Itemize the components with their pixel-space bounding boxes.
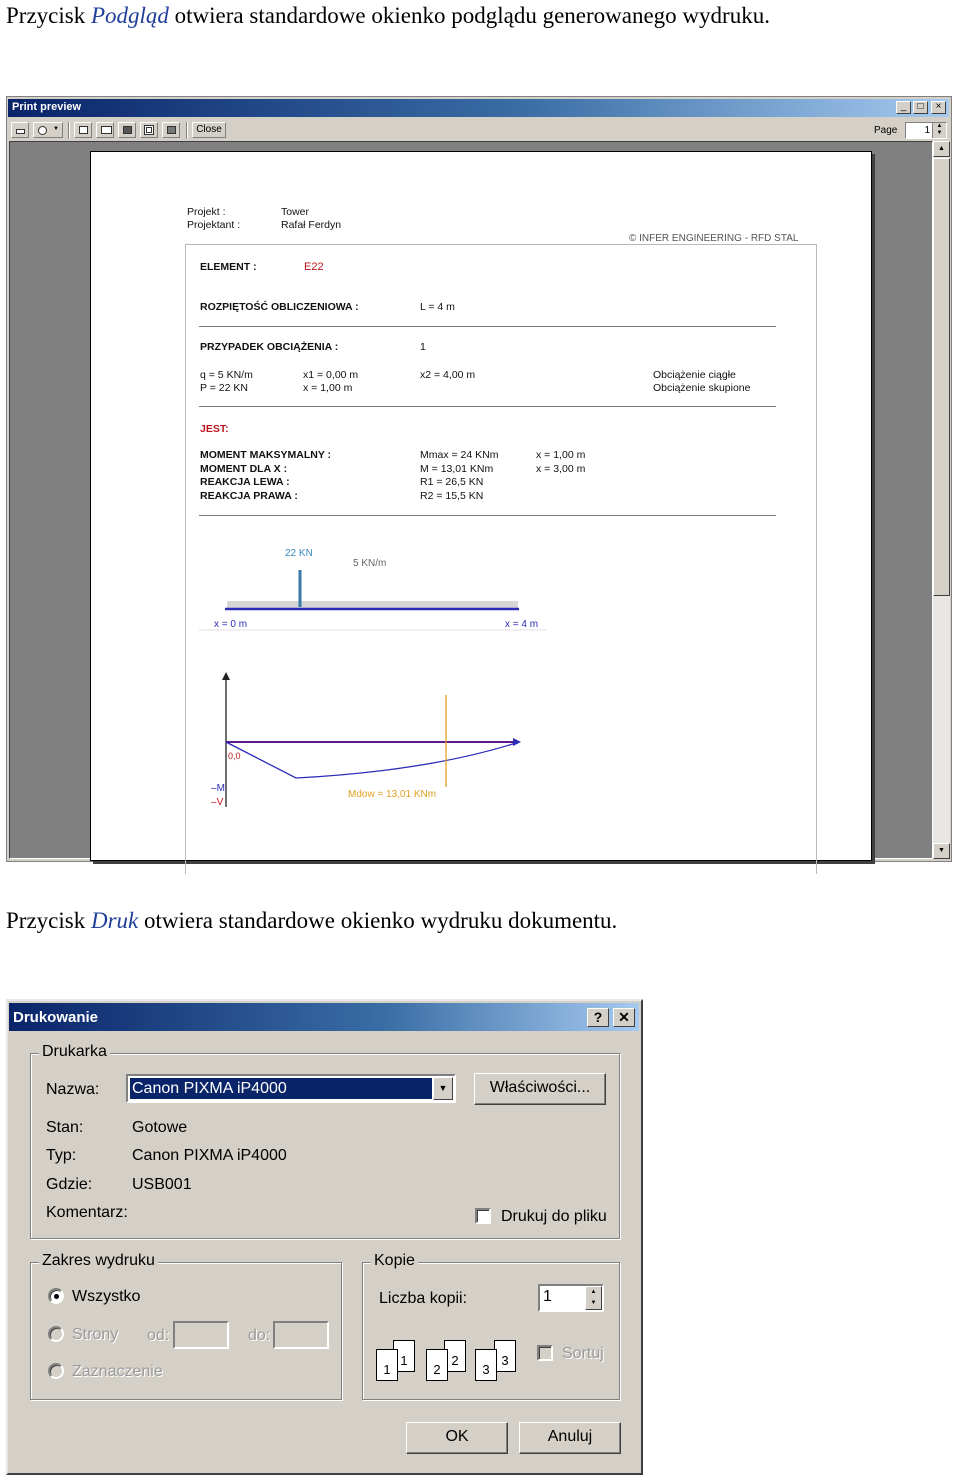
properties-button[interactable]: Właściwości... <box>474 1073 606 1105</box>
copy-page-icon: 1 <box>393 1340 415 1372</box>
printer-select[interactable] <box>126 1074 456 1103</box>
print-range-group-label: Zakres wydruku <box>39 1252 158 1270</box>
copies-field[interactable] <box>538 1284 604 1312</box>
range-all-radio[interactable] <box>48 1288 64 1304</box>
two-pages-icon[interactable] <box>96 122 114 138</box>
zoom-icon[interactable]: ▼ <box>33 122 63 138</box>
p-value: P = 22 KN <box>200 382 248 394</box>
span-label: ROZPIĘTOŚĆ OBLICZENIOWA : <box>200 301 359 313</box>
result-heading: JEST: <box>200 423 229 435</box>
printer-group-label: Drukarka <box>39 1043 110 1061</box>
comment-label: Komentarz: <box>46 1204 128 1221</box>
close-icon[interactable]: ✕ <box>613 1008 635 1027</box>
where-value: USB001 <box>132 1176 192 1193</box>
result-label: REAKCJA LEWA : <box>200 476 290 488</box>
scroll-down-icon[interactable]: ▼ <box>933 843 950 859</box>
project-label: Projekt : <box>187 206 226 218</box>
caption-text: Przycisk <box>6 3 91 28</box>
load-point-label: Obciążenie skupione <box>653 382 751 394</box>
result-position: x = 3,00 m <box>536 462 586 475</box>
one-page-icon[interactable] <box>74 122 92 138</box>
copy-page-icon: 3 <box>494 1340 516 1372</box>
radio-selected-dot <box>54 1294 59 1299</box>
beam-end-label: x = 4 m <box>505 619 539 630</box>
distributed-load-label: 5 KN/m <box>353 558 387 569</box>
result-value: R1 = 26,5 KN <box>420 476 484 488</box>
beam-diagrams <box>91 152 873 862</box>
designer-label: Projektant : <box>187 219 241 231</box>
print-icon[interactable] <box>11 122 29 138</box>
from-label: od: <box>147 1327 170 1344</box>
ok-button[interactable]: OK <box>406 1422 508 1454</box>
case-label: PRZYPADEK OBCIĄŻENIA : <box>200 341 339 353</box>
six-pages-icon[interactable] <box>162 122 180 138</box>
copies-spinner-icon[interactable]: ▲ ▼ <box>585 1286 602 1310</box>
cancel-button[interactable]: Anuluj <box>519 1422 621 1454</box>
x1-value: x1 = 0,00 m <box>303 369 359 381</box>
to-field[interactable] <box>273 1321 329 1349</box>
chevron-down-icon[interactable]: ▼ <box>433 1077 453 1100</box>
load-continuous-label: Obciążenie ciągłe <box>653 369 736 381</box>
three-pages-icon[interactable] <box>118 122 136 138</box>
close-button[interactable]: Close <box>192 122 226 138</box>
result-value: M = 13,01 KNm <box>420 462 494 475</box>
project-value: Tower <box>281 206 310 218</box>
result-value: R2 = 15,5 KN <box>420 489 484 502</box>
scroll-thumb[interactable] <box>933 158 950 596</box>
toolbar-separator <box>68 122 70 139</box>
beam-start-label: x = 0 m <box>214 619 248 630</box>
point-load-label: 22 KN <box>285 548 313 559</box>
type-value: Canon PIXMA iP4000 <box>132 1147 287 1164</box>
collate-label: Sortuj <box>562 1345 604 1362</box>
toolbar-separator <box>186 122 188 139</box>
preview-toolbar <box>8 119 949 141</box>
range-pages-label: Strony <box>72 1326 119 1343</box>
preview-area <box>9 141 933 859</box>
result-label: MOMENT MAKSYMALNY : <box>200 449 332 461</box>
range-pages-radio[interactable] <box>48 1326 64 1342</box>
page-value: 1 <box>924 125 930 136</box>
print-preview-window <box>6 96 952 862</box>
span-value: L = 4 m <box>420 301 455 313</box>
maximize-icon[interactable]: □ <box>913 101 928 114</box>
scroll-up-icon[interactable]: ▲ <box>933 141 950 157</box>
page-spinner[interactable] <box>905 122 947 139</box>
printer-select-value: Canon PIXMA iP4000 <box>130 1078 432 1099</box>
copy-page-icon: 1 <box>376 1349 398 1381</box>
printer-name-label: Nazwa: <box>46 1081 100 1098</box>
minimize-icon[interactable]: _ <box>896 101 911 114</box>
caption-text: otwiera standardowe okienko wydruku dokumentu. <box>138 908 618 933</box>
close-icon[interactable]: × <box>931 101 946 114</box>
result-value: Mmax = 24 KNm <box>420 449 499 461</box>
where-label: Gdzie: <box>46 1176 93 1193</box>
preview-page <box>90 151 872 861</box>
element-label: ELEMENT : <box>200 261 257 273</box>
result-label: MOMENT DLA X : <box>200 462 288 475</box>
range-selection-radio[interactable] <box>48 1363 64 1379</box>
graph-v-label: V <box>216 797 224 808</box>
to-label: do: <box>248 1327 271 1344</box>
result-label: REAKCJA PRAWA : <box>200 489 298 502</box>
case-value: 1 <box>420 341 426 353</box>
designer-value: Rafał Ferdyn <box>281 219 342 231</box>
vertical-scrollbar[interactable] <box>933 141 950 859</box>
caption-highlight: Podgląd <box>90 3 169 28</box>
collate-checkbox[interactable] <box>537 1345 553 1361</box>
graph-legend-m: –M <box>211 783 225 794</box>
print-to-file-checkbox[interactable] <box>475 1208 491 1224</box>
copy-page-icon: 3 <box>475 1349 497 1381</box>
x2-value: x2 = 4,00 m <box>420 369 476 381</box>
range-all-label: Wszystko <box>72 1288 141 1305</box>
copy-page-icon: 2 <box>444 1340 466 1372</box>
copyright-note: © INFER ENGINEERING - RFD STAL <box>629 233 799 244</box>
status-value: Gotowe <box>132 1119 188 1136</box>
moment-curve <box>226 742 519 778</box>
help-icon[interactable]: ? <box>587 1008 609 1027</box>
axis-arrow <box>222 672 230 680</box>
type-label: Typ: <box>46 1147 77 1164</box>
graph-zero-label: 0,0 <box>228 751 241 761</box>
dialog-title: Drukowanie <box>13 1009 99 1026</box>
copies-group-label: Kopie <box>371 1252 418 1270</box>
caption-text: Przycisk <box>6 908 91 933</box>
q-value: q = 5 KN/m <box>200 369 253 381</box>
caption-preview <box>6 3 770 29</box>
x-value: x = 1,00 m <box>303 382 353 394</box>
print-dialog <box>6 999 643 1475</box>
graph-legend-v: –V <box>211 797 224 808</box>
print-to-file-label: Drukuj do pliku <box>501 1208 607 1225</box>
copies-value: 1 <box>543 1288 552 1305</box>
range-selection-label: Zaznaczenie <box>72 1363 163 1380</box>
spinner-arrows-icon[interactable]: ▲ ▼ <box>932 123 946 138</box>
four-pages-icon[interactable] <box>140 122 158 138</box>
dialog-title-bar <box>9 1003 639 1031</box>
result-position: x = 1,00 m <box>536 449 586 461</box>
element-value: E22 <box>304 261 324 273</box>
copies-label: Liczba kopii: <box>379 1290 468 1307</box>
status-label: Stan: <box>46 1119 84 1136</box>
caption-highlight: Druk <box>90 908 139 933</box>
moment-at-x-label: Mdow = 13,01 KNm <box>348 789 437 800</box>
caption-print <box>6 908 617 934</box>
window-title: Print preview <box>12 101 82 113</box>
graph-m-label: M <box>216 783 225 794</box>
copy-page-icon: 2 <box>426 1349 448 1381</box>
title-bar <box>8 99 949 117</box>
from-field[interactable] <box>173 1321 229 1349</box>
caption-text: otwiera standardowe okienko podglądu generowanego wydruku. <box>168 3 770 28</box>
page-label: Page <box>874 125 898 136</box>
